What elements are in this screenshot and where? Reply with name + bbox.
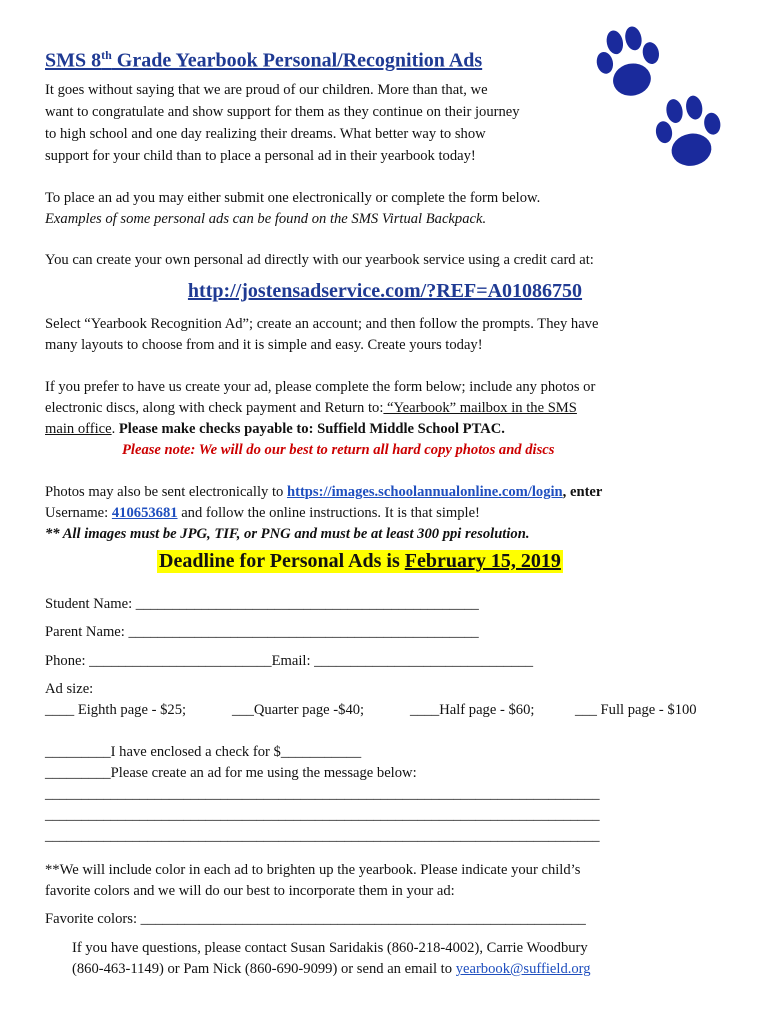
prefer-line: electronic discs, along with check payment and Return to: “Yearbook” mailbox in the SMS xyxy=(45,400,577,416)
message-line[interactable]: ____________________________________________________________________________ xyxy=(45,828,600,844)
place-ad-text: To place an ad you may either submit one electronically or complete the form below. xyxy=(45,190,541,206)
student-name-field[interactable]: Student Name: _______________________________________________ xyxy=(45,596,479,612)
images-link[interactable]: https://images.schoolannualonline.com/login xyxy=(286,484,563,500)
username-value: 410653681 xyxy=(111,505,178,521)
intro-line: to high school and one day realizing their dreams. What better way to show xyxy=(45,126,486,142)
favorite-colors-field[interactable]: Favorite colors: _____________________________________________________________ xyxy=(45,911,586,927)
photos-line: Photos may also be sent electronically to https://images.schoolannualonline.com/login, enter xyxy=(45,484,603,500)
size-option-eighth[interactable]: ____ Eighth page - $25; xyxy=(45,702,187,718)
paw-print-icon xyxy=(646,86,730,174)
username-line: Username: 410653681 and follow the online instructions. It is that simple! xyxy=(45,505,480,521)
prefer-line: If you prefer to have us create your ad, please complete the form below; include any photos or xyxy=(45,379,596,395)
intro-line: It goes without saying that we are proud of our children. More than that, we xyxy=(45,82,488,98)
email-link[interactable]: yearbook@suffield.org xyxy=(455,961,591,977)
return-note: Please note: We will do our best to return all hard copy photos and discs xyxy=(122,442,555,458)
color-note-line: favorite colors and we will do our best to incorporate them in your ad: xyxy=(45,883,455,899)
page-title: SMS 8th Grade Yearbook Personal/Recognition Ads xyxy=(45,48,483,72)
size-option-full[interactable]: ___ Full page - $100 xyxy=(575,702,697,718)
size-option-quarter[interactable]: ___Quarter page -$40; xyxy=(232,702,365,718)
intro-line: want to congratulate and show support for them as they continue on their journey xyxy=(45,104,520,120)
size-option-half[interactable]: ____Half page - $60; xyxy=(410,702,535,718)
intro-line: support for your child than to place a personal ad in their yearbook today! xyxy=(45,148,476,164)
ad-size-label: Ad size: xyxy=(45,681,94,697)
phone-email-field[interactable]: Phone: _________________________Email: ______________________________ xyxy=(45,653,534,669)
select-line: Select “Yearbook Recognition Ad”; create an account; and then follow the prompts. They have xyxy=(45,316,599,332)
prefer-line: main office. Please make checks payable to: Suffield Middle School PTAC. xyxy=(45,421,505,437)
jostens-link[interactable]: http://jostensadservice.com/?REF=A01086750 xyxy=(187,280,583,302)
image-requirements: ** All images must be JPG, TIF, or PNG and must be at least 300 ppi resolution. xyxy=(45,526,530,542)
deadline-banner: Deadline for Personal Ads is February 15, 2019 xyxy=(159,550,561,572)
examples-text: Examples of some personal ads can be found on the SMS Virtual Backpack. xyxy=(45,211,487,227)
message-line[interactable]: ____________________________________________________________________________ xyxy=(45,786,600,802)
message-line[interactable]: ____________________________________________________________________________ xyxy=(45,807,600,823)
contact-line: (860-463-1149) or Pam Nick (860-690-9099) or send an email to yearbook@suffield.org xyxy=(72,961,591,977)
contact-line: If you have questions, please contact Susan Saridakis (860-218-4002), Carrie Woodbury xyxy=(72,940,588,956)
parent-name-field[interactable]: Parent Name: ________________________________________________ xyxy=(45,624,479,640)
select-line: many layouts to choose from and it is simple and easy. Create yours today! xyxy=(45,337,483,353)
check-enclosed-field[interactable]: _________I have enclosed a check for $___________ xyxy=(45,744,362,760)
color-note-line: **We will include color in each ad to brighten up the yearbook. Please indicate your child’s xyxy=(45,862,581,878)
create-ad-field[interactable]: _________Please create an ad for me using the message below: xyxy=(45,765,417,781)
create-own-text: You can create your own personal ad directly with our yearbook service using a credit card at: xyxy=(45,252,594,268)
